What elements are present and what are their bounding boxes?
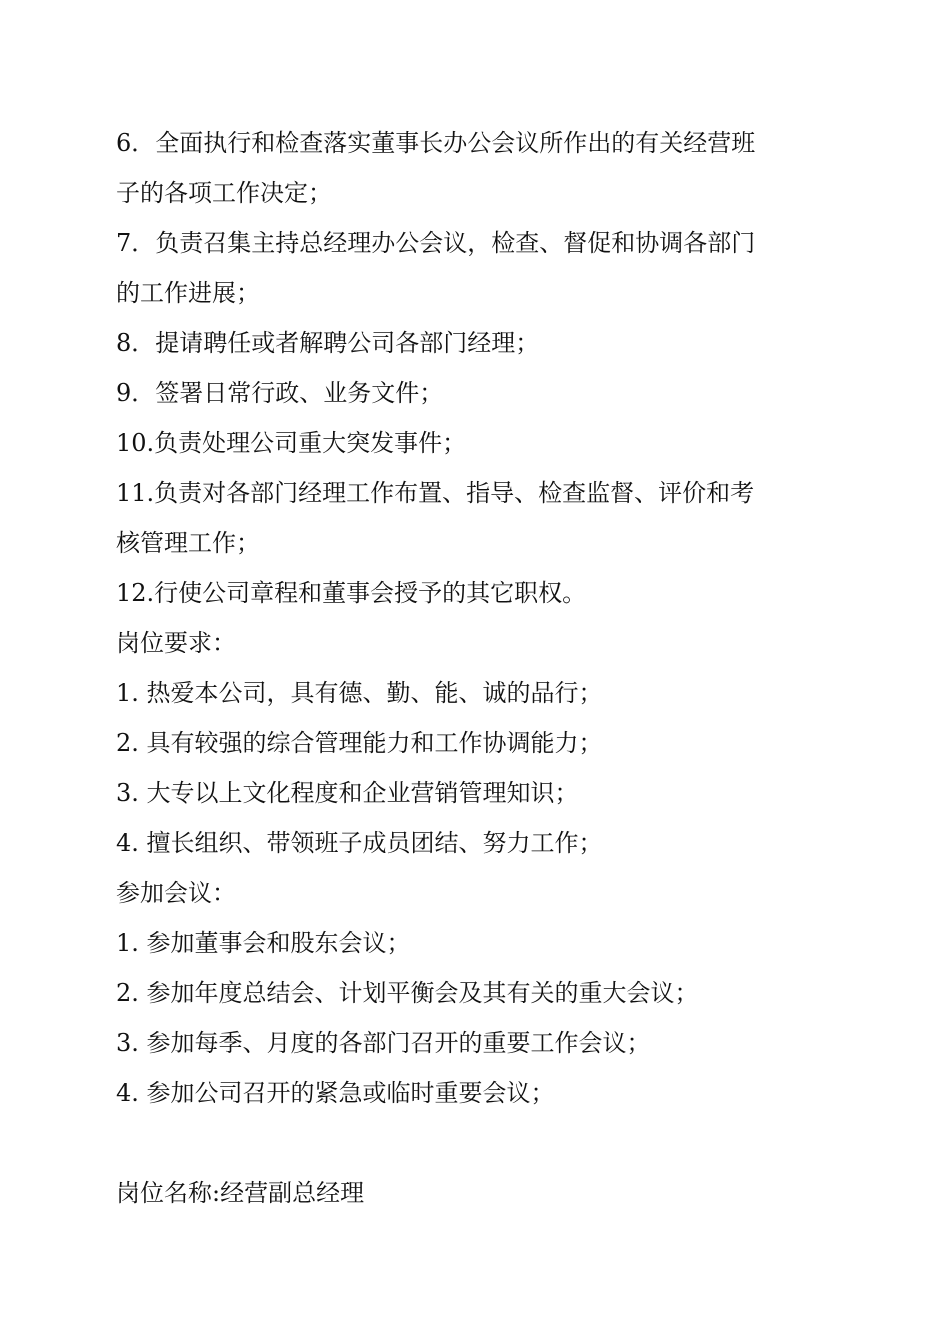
requirement-item: 3. 大专以上文化程度和企业营销管理知识；: [116, 779, 579, 807]
blank-line: [116, 1118, 816, 1168]
meeting-item: 4. 参加公司召开的紧急或临时重要会议；: [116, 1079, 555, 1107]
duty-line: 12.行使公司章程和董事会授予的其它职权。: [116, 579, 587, 607]
duty-line: 10.负责处理公司重大突发事件；: [116, 429, 467, 457]
requirement-item: 4. 擅长组织、带领班子成员团结、努力工作；: [116, 829, 603, 857]
requirement-item: 1. 热爱本公司，具有德、勤、能、诚的品行；: [116, 679, 603, 707]
duty-line: 子的各项工作决定；: [116, 179, 332, 207]
duty-line: 8．提请聘任或者解聘公司各部门经理；: [116, 329, 540, 357]
document-body: [116, 118, 816, 1218]
duty-line: 7．负责召集主持总经理办公会议，检查、督促和协调各部门: [116, 229, 756, 257]
meetings-heading: 参加会议：: [116, 879, 236, 907]
duty-line: 11.负责对各部门经理工作布置、指导、检查监督、评价和考: [116, 479, 755, 507]
requirements-heading: 岗位要求：: [116, 629, 236, 657]
duty-line: 9．签署日常行政、业务文件；: [116, 379, 444, 407]
meeting-item: 3. 参加每季、月度的各部门召开的重要工作会议；: [116, 1029, 651, 1057]
meeting-item: 2. 参加年度总结会、计划平衡会及其有关的重大会议；: [116, 979, 699, 1007]
duty-line: 核管理工作；: [116, 529, 260, 557]
meeting-item: 1. 参加董事会和股东会议；: [116, 929, 411, 957]
duty-line: 6．全面执行和检查落实董事长办公会议所作出的有关经营班: [116, 129, 756, 157]
duty-line: 的工作进展；: [116, 279, 260, 307]
position-title: 岗位名称:经营副总经理: [116, 1179, 365, 1207]
requirement-item: 2. 具有较强的综合管理能力和工作协调能力；: [116, 729, 603, 757]
